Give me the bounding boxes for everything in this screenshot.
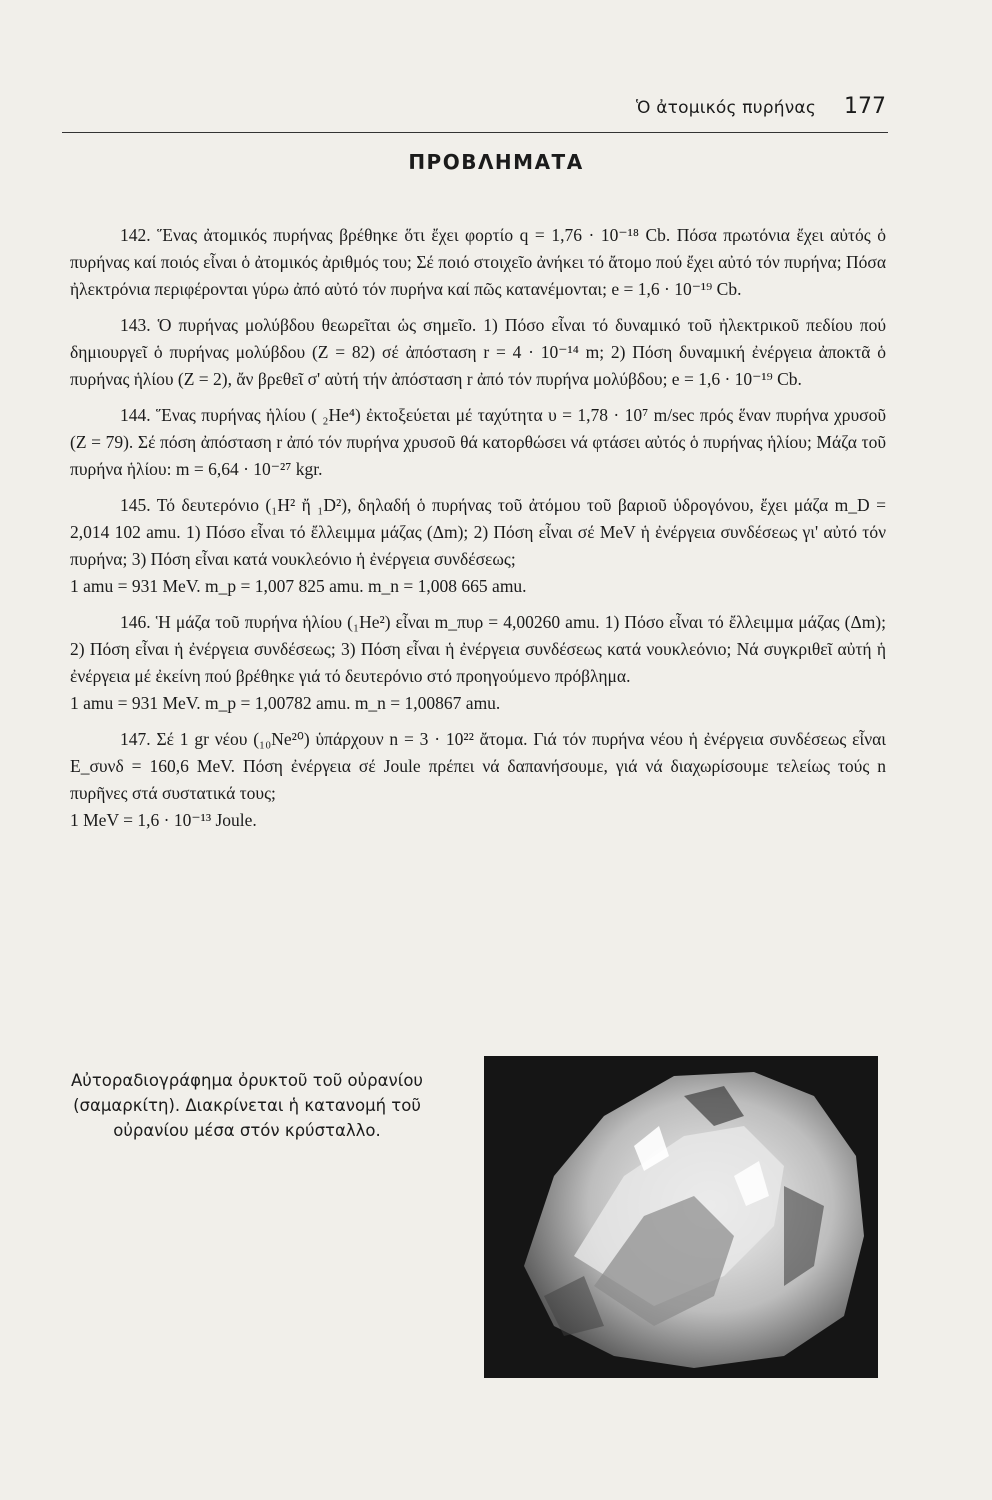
problem-number: 145. xyxy=(120,495,151,515)
problem-number: 147. xyxy=(120,729,151,749)
problem-text: Ὁ πυρήνας μολύβδου θεωρεῖται ὡς σημεῖο. 1) Πόσο εἶναι τό δυναμικό τοῦ ἠλεκτρικοῦ πεδίου πού δημιουργεῖ ὁ πυρήνας μολύβδου (Z = 82) σέ ἀπόσταση r = 4 · 10⁻¹⁴ m; 2) Πόση δυναμική ἐνέργεια ἀποκτᾶ ὁ πυρήνας ἡλίου (Z = 2), ἄν βρεθεῖ σ' αὐτή τήν ἀπόσταση r ἀπό τόν πυρήνα μολύβδου; e = 1,6 · 10⁻¹⁹ Cb. xyxy=(70,315,886,389)
problem-constants: 1 amu = 931 MeV. m_p = 1,007 825 amu. m_n = 1,008 665 amu. xyxy=(70,576,527,596)
problem-text: Ἕνας πυρήνας ἡλίου ( ₂He⁴) ἐκτοξεύεται μέ ταχύτητα υ = 1,78 · 10⁷ m/sec πρός ἕναν πυρήνα χρυσοῦ (Z = 79). Σέ πόση ἀπόσταση r ἀπό τόν πυρήνα χρυσοῦ θά κατορθώσει νά φτάσει αὐτός ὁ πυρήνας ἡλίου; Μάζα τοῦ πυρήνα ἡλίου: m = 6,64 · 10⁻²⁷ kgr. xyxy=(70,405,886,479)
crystal-image xyxy=(484,1056,878,1378)
problem-constants: 1 MeV = 1,6 · 10⁻¹³ Joule. xyxy=(70,810,257,830)
problem-145 xyxy=(70,492,886,600)
header-rule xyxy=(62,132,888,133)
problem-text: Ἡ μάζα τοῦ πυρήνα ἡλίου (₁He²) εἶναι m_πυρ = 4,00260 amu. 1) Πόσο εἶναι τό ἔλλειμμα μάζας (Δm); 2) Πόση εἶναι ἡ ἐνέργεια συνδέσεως; 3) Πόση εἶναι ἡ ἐνέργεια συνδέσεως κατά νουκλεόνιο; Νά συγκριθεῖ αὐτή ἡ ἐνέργεια μέ ἐκείνη πού βρέθηκε γιά τό δευτερόνιο στό προηγούμενο πρόβλημα. xyxy=(70,612,886,686)
problem-144 xyxy=(70,402,886,483)
problem-constants: 1 amu = 931 MeV. m_p = 1,00782 amu. m_n = 1,00867 amu. xyxy=(70,693,501,713)
problem-146 xyxy=(70,609,886,717)
problem-143 xyxy=(70,312,886,393)
problem-number: 146. xyxy=(120,612,151,632)
problem-text: Ἕνας ἀτομικός πυρήνας βρέθηκε ὅτι ἔχει φορτίο q = 1,76 · 10⁻¹⁸ Cb. Πόσα πρωτόνια ἔχει αὐτός ὁ πυρήνας καί ποιός εἶναι ὁ ἀτομικός ἀριθμός του; Σέ ποιό στοιχεῖο ἀνήκει τό ἄτομο πού ἔχει αὐτό τόν πυρήνα; Πόσα ἠλεκτρόνια περιφέρονται γύρω ἀπό αὐτό τόν πυρήνα καί πῶς κατανέμονται; e = 1,6 · 10⁻¹⁹ Cb. xyxy=(70,225,886,299)
problem-number: 142. xyxy=(120,225,151,245)
section-title: ΠΡΟΒΛΗΜΑΤΑ xyxy=(408,150,584,174)
problem-text: Σέ 1 gr νέου (₁₀Ne²⁰) ὑπάρχουν n = 3 · 10²² ἄτομα. Γιά τόν πυρήνα νέου ἡ ἐνέργεια συνδέσεως εἶναι E_συνδ = 160,6 MeV. Πόση ἐνέργεια σέ Joule πρέπει νά δαπανήσουμε, γιά νά διαχωρίσουμε τελείως τούς n πυρῆνες στά συστατικά τους; xyxy=(70,729,887,803)
autoradiograph-photo xyxy=(484,1056,878,1378)
problems-list xyxy=(70,222,886,843)
page-number: 177 xyxy=(844,94,886,119)
problem-number: 144. xyxy=(120,405,151,425)
problem-142 xyxy=(70,222,886,303)
running-title: Ὁ ἀτομικός πυρήνας xyxy=(636,98,816,118)
page-header xyxy=(62,96,888,126)
problem-147 xyxy=(70,726,886,834)
problem-text: Τό δευτερόνιο (₁H² ἤ ₁D²), δηλαδή ὁ πυρήνας τοῦ ἀτόμου τοῦ βαριοῦ ὑδρογόνου, ἔχει μάζα m_D = 2,014 102 amu. 1) Πόσο εἶναι τό ἔλλειμμα μάζας (Δm); 2) Πόση εἶναι σέ MeV ἡ ἐνέργεια συνδέσεως γι' αὐτό τόν πυρήνα; 3) Πόση εἶναι κατά νουκλεόνιο ἡ ἐνέργεια συνδέσεως; xyxy=(70,495,886,569)
problem-number: 143. xyxy=(120,315,151,335)
figure-caption: Αὐτοραδιογράφημα ὀρυκτοῦ τοῦ οὐρανίου (σαμαρκίτη). Διακρίνεται ἡ κατανομή τοῦ οὐρανίου μέσα στόν κρύσταλλο. xyxy=(71,1071,423,1140)
